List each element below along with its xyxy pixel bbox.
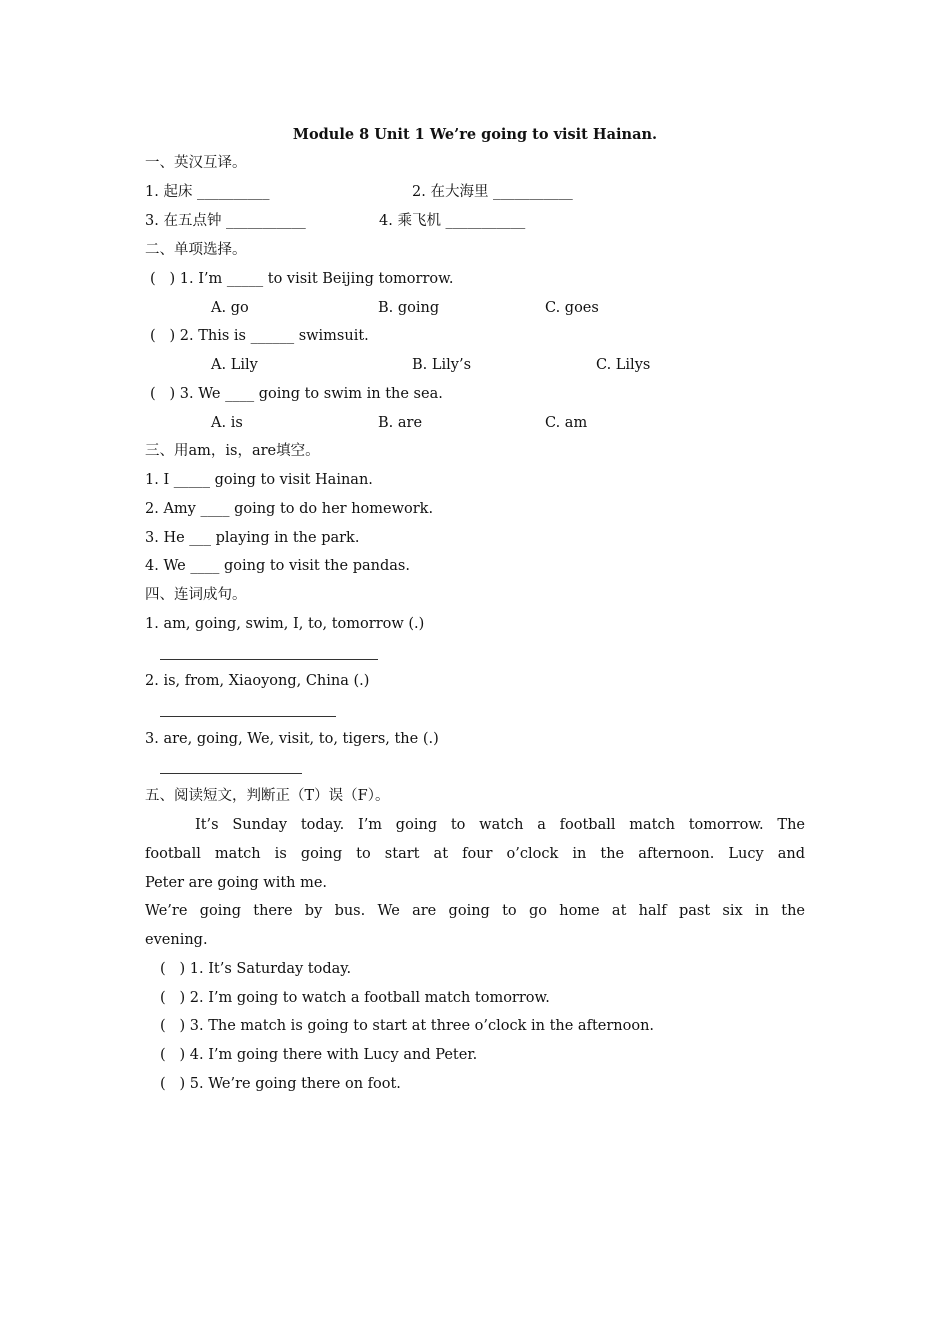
- passage-line: We’re going there by bus. We are going to go home at half past six in the: [145, 903, 805, 919]
- answer-line: [160, 773, 302, 774]
- sentence-item-1: 1. am, going, swim, I, to, tomorrow (.): [145, 616, 425, 632]
- answer-line: [160, 659, 378, 660]
- translation-item-3: 3. 在五点钟 ___________: [145, 213, 306, 229]
- choice-2-option-a: A. Lily: [211, 357, 258, 373]
- choice-2-option-c: C. Lilys: [596, 357, 651, 373]
- choice-question-2: ( ) 2. This is ______ swimsuit.: [150, 328, 369, 344]
- choice-3-option-b: B. are: [378, 415, 423, 431]
- judge-item-5: ( ) 5. We’re going there on foot.: [160, 1076, 401, 1092]
- choice-question-3: ( ) 3. We ____ going to swim in the sea.: [150, 386, 443, 402]
- section-4-heading: 四、连词成句。: [145, 587, 247, 603]
- judge-item-4: ( ) 4. I’m going there with Lucy and Peter.: [160, 1047, 478, 1063]
- choice-1-option-a: A. go: [211, 300, 249, 316]
- passage-line: It’s Sunday today. I’m going to watch a football match tomorrow. The: [195, 817, 805, 833]
- choice-question-1: ( ) 1. I’m _____ to visit Beijing tomorrow.: [150, 271, 454, 287]
- translation-item-1: 1. 起床 __________: [145, 184, 270, 200]
- translation-item-2: 2. 在大海里 ___________: [412, 184, 573, 200]
- judge-item-1: ( ) 1. It’s Saturday today.: [160, 961, 352, 977]
- fill-item-3: 3. He ___ playing in the park.: [145, 530, 360, 546]
- page-title: Module 8 Unit 1 We’re going to visit Hainan.: [292, 126, 658, 143]
- judge-item-2: ( ) 2. I’m going to watch a football match tomorrow.: [160, 990, 550, 1006]
- section-5-heading: 五、阅读短文，判断正（T）误（F）。: [145, 788, 390, 804]
- sentence-item-3: 3. are, going, We, visit, to, tigers, the (.): [145, 731, 439, 747]
- choice-1-option-b: B. going: [378, 300, 440, 316]
- fill-item-4: 4. We ____ going to visit the pandas.: [145, 558, 410, 574]
- passage-line: evening.: [145, 932, 208, 948]
- fill-item-1: 1. I _____ going to visit Hainan.: [145, 472, 373, 488]
- passage-line: Peter are going with me.: [145, 875, 328, 891]
- judge-item-3: ( ) 3. The match is going to start at three o’clock in the afternoon.: [160, 1018, 655, 1034]
- choice-3-option-a: A. is: [211, 415, 243, 431]
- passage-line: football match is going to start at four o’clock in the afternoon. Lucy and: [145, 846, 805, 862]
- section-1-heading: 一、英汉互译。: [145, 155, 247, 171]
- section-2-heading: 二、单项选择。: [145, 242, 247, 258]
- choice-3-option-c: C. am: [545, 415, 588, 431]
- section-3-heading: 三、用am，is，are填空。: [145, 443, 320, 459]
- fill-item-2: 2. Amy ____ going to do her homework.: [145, 501, 434, 517]
- translation-item-4: 4. 乘飞机 ___________: [379, 213, 526, 229]
- choice-1-option-c: C. goes: [545, 300, 599, 316]
- choice-2-option-b: B. Lily’s: [412, 357, 472, 373]
- answer-line: [160, 716, 336, 717]
- sentence-item-2: 2. is, from, Xiaoyong, China (.): [145, 673, 370, 689]
